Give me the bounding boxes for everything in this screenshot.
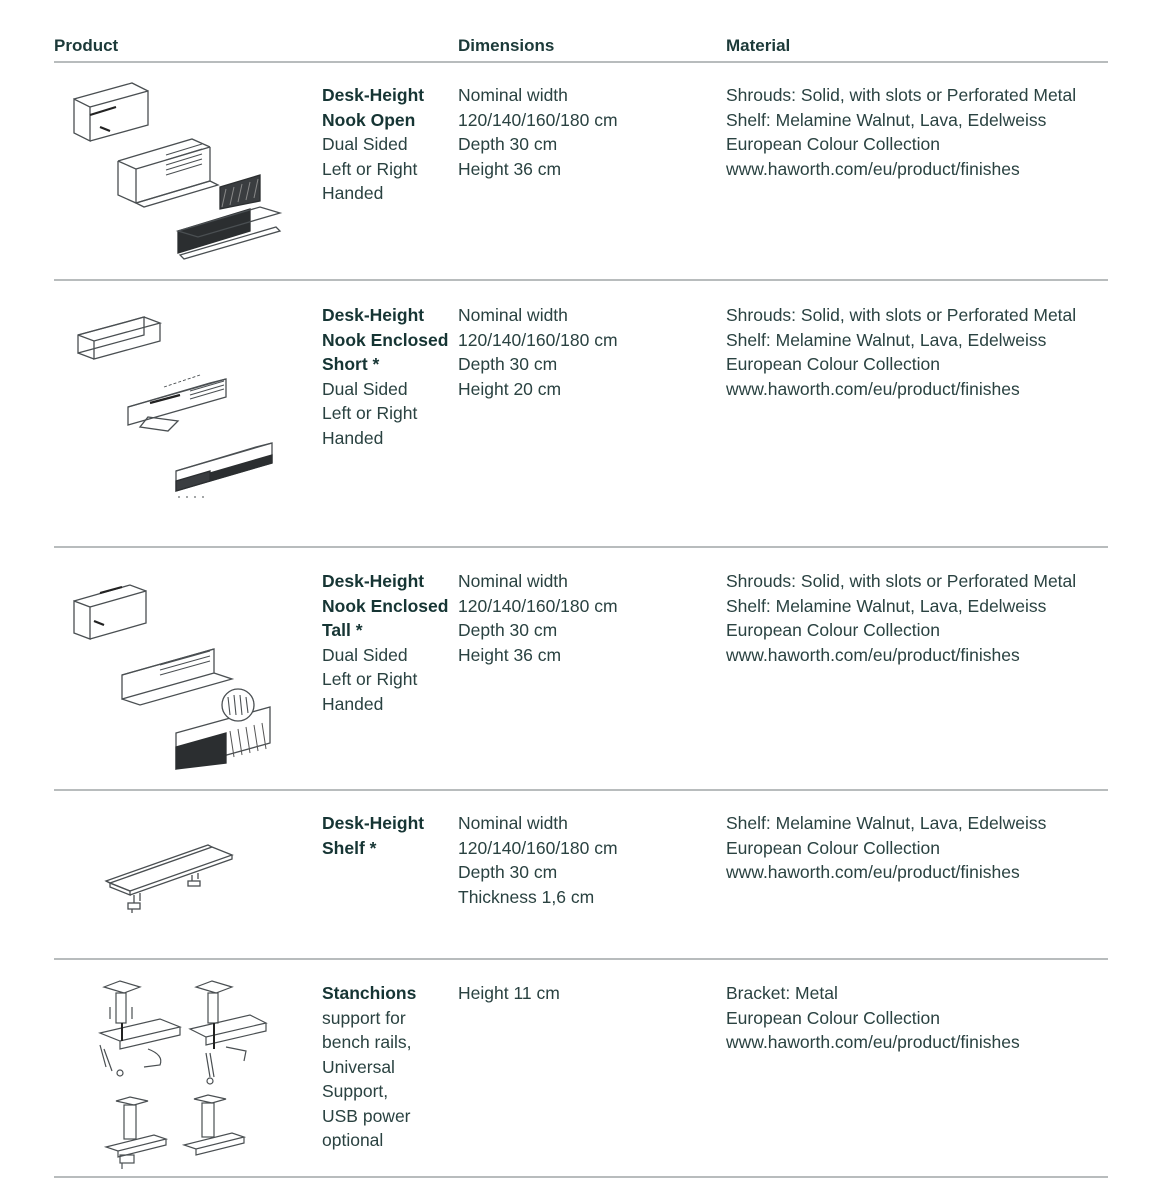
product-desc-line: Left or Right [322,158,418,179]
product-desc-line: Handed [322,427,384,448]
product-desc-line: Dual Sided [322,378,408,399]
product-dimensions [458,83,718,181]
dimension-line: Nominal width [458,305,568,325]
spec-row-shelf [54,791,1108,958]
product-material [726,569,1106,667]
spec-row-nook-open [54,63,1108,279]
finishes-link[interactable]: www.haworth.com/eu/product/finishes [726,378,1020,399]
product-material [726,303,1106,401]
spec-row-stanchions [54,961,1108,1176]
dimension-line: Nominal width [458,85,568,105]
product-material [726,83,1106,181]
row-divider [54,546,1108,548]
finishes-link[interactable]: www.haworth.com/eu/product/finishes [726,1032,1020,1052]
spec-row-nook-enclosed-tall [54,549,1108,789]
product-material [726,981,1106,1055]
dimension-line: Depth 30 cm [458,620,558,640]
row-divider [54,1176,1108,1178]
product-title-line: Nook Enclosed [322,595,449,616]
finishes-link[interactable]: www.haworth.com/eu/product/finishes [726,862,1020,882]
shelf-illustration [60,799,300,939]
product-desc-line: Handed [322,693,384,714]
material-line: European Colour Collection [726,837,941,858]
product-name [322,981,456,1153]
product-title-line: Nook Open [322,109,416,130]
finishes-link[interactable]: www.haworth.com/eu/product/finishes [726,158,1020,179]
header-dimensions: Dimensions [458,36,555,55]
product-title-line: Desk-Height [322,305,425,325]
material-line: Shelf: Melamine Walnut, Lava, Edelweiss [726,109,1047,130]
header-product: Product [54,36,119,55]
nook-open-illustration [60,71,300,261]
dimension-line: Depth 30 cm [458,862,558,882]
product-dimensions [458,569,718,667]
material-line: Shelf: Melamine Walnut, Lava, Edelweiss [726,329,1047,350]
product-name [322,83,456,206]
product-desc-line: Dual Sided [322,134,408,154]
product-desc-line: USB power [322,1105,411,1126]
product-material [726,811,1106,885]
material-line: Bracket: Metal [726,983,838,1003]
dimension-line: Height 36 cm [458,158,562,179]
product-desc-line: bench rails, [322,1032,412,1052]
dimension-line: 120/140/160/180 cm [458,595,618,616]
material-line: European Colour Collection [726,354,941,374]
material-line: European Colour Collection [726,134,941,154]
stanchions-illustration [60,969,300,1174]
material-line: Shrouds: Solid, with slots or Perforated Metal [726,305,1077,325]
row-divider [54,279,1108,281]
spec-row-nook-enclosed-short [54,283,1108,546]
product-desc-line: support for [322,1007,406,1028]
dimension-line: 120/140/160/180 cm [458,837,618,858]
dimension-line: 120/140/160/180 cm [458,329,618,350]
dimension-line: Height 20 cm [458,378,562,399]
nook-enclosed-tall-illustration [60,557,300,777]
product-desc-line: Left or Right [322,669,418,689]
product-dimensions [458,303,718,401]
dimension-line: Height 36 cm [458,644,562,665]
dimension-line: Depth 30 cm [458,134,558,154]
material-line: Shrouds: Solid, with slots or Perforated Metal [726,571,1077,591]
product-title-line: Short * [322,354,380,374]
finishes-link[interactable]: www.haworth.com/eu/product/finishes [726,644,1020,665]
product-title-line: Desk-Height [322,571,425,591]
material-line: Shelf: Melamine Walnut, Lava, Edelweiss [726,813,1047,833]
product-name [322,569,456,716]
material-line: Shrouds: Solid, with slots or Perforated Metal [726,85,1077,105]
product-title-line: Nook Enclosed [322,329,449,350]
product-name [322,811,456,860]
product-desc-line: optional [322,1130,384,1150]
dimension-line: Depth 30 cm [458,354,558,374]
product-title-line: Tall * [322,620,363,640]
product-desc-line: Handed [322,183,384,203]
product-spec-table [54,0,1108,1200]
product-title-line: Shelf * [322,837,377,858]
product-desc-line: Dual Sided [322,644,408,665]
material-line: European Colour Collection [726,1007,941,1028]
product-title-line: Desk-Height [322,813,425,833]
product-dimensions [458,981,718,1006]
product-dimensions [458,811,718,909]
product-desc-line: Left or Right [322,403,418,423]
material-line: Shelf: Melamine Walnut, Lava, Edelweiss [726,595,1047,616]
product-desc-line: Universal [322,1056,395,1077]
dimension-line: Thickness 1,6 cm [458,886,595,907]
dimension-line: Nominal width [458,571,568,591]
row-divider [54,958,1108,960]
nook-enclosed-short-illustration [60,291,300,511]
product-title-line: Stanchions [322,983,417,1003]
dimension-line: 120/140/160/180 cm [458,109,618,130]
product-name [322,303,456,450]
header-material: Material [726,36,791,55]
dimension-line: Height 11 cm [458,983,560,1003]
dimension-line: Nominal width [458,813,568,833]
product-title-line: Desk-Height [322,85,425,105]
product-desc-line: Support, [322,1081,389,1101]
material-line: European Colour Collection [726,620,941,640]
